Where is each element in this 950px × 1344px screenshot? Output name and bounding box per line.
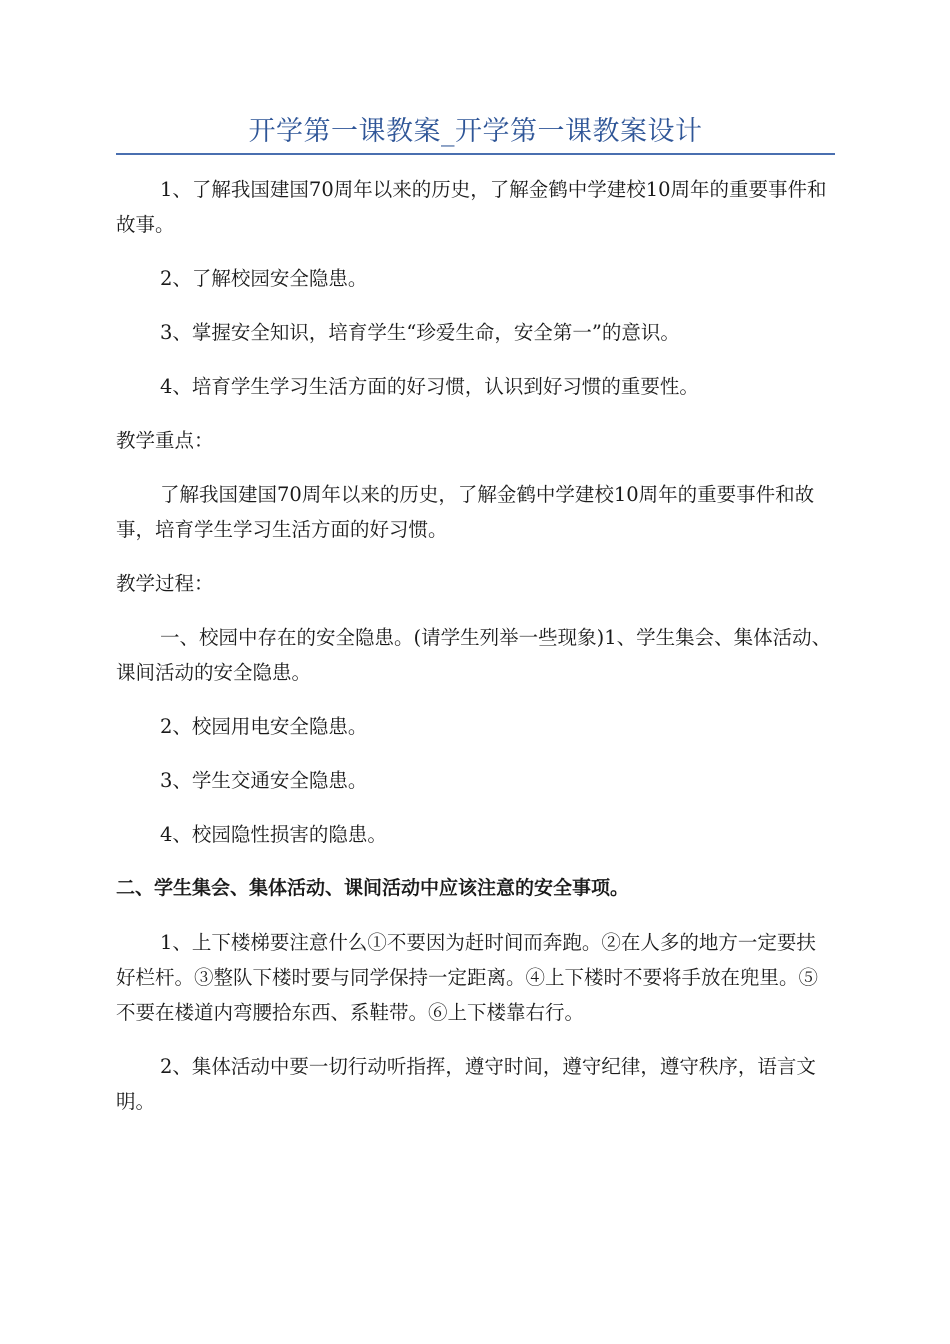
focus-heading: 教学重点：	[116, 429, 214, 452]
goal-item-2: 2、了解校园安全隐患。	[160, 267, 368, 290]
process-heading: 教学过程：	[116, 572, 214, 595]
process-item-2: 2、校园用电安全隐患。	[160, 715, 368, 738]
goal-item-3: 3、掌握安全知识，培育学生“珍爱生命，安全第一”的意识。	[160, 321, 680, 344]
section2-item-2: 2、集体活动中要一切行动听指挥，遵守时间，遵守纪律，遵守秩序，语言文明。	[116, 1055, 816, 1113]
document-body	[116, 172, 832, 1138]
process-item-1: 一、校园中存在的安全隐患。(请学生列举一些现象)1、学生集会、集体活动、课间活动的安全隐患。	[116, 626, 832, 684]
title-underline	[116, 153, 835, 155]
document-title: 开学第一课教案_开学第一课教案设计	[248, 116, 703, 147]
process-item-3: 3、学生交通安全隐患。	[160, 769, 368, 792]
section2-heading: 二、学生集会、集体活动、课间活动中应该注意的安全事项。	[116, 877, 630, 899]
goal-item-1: 1、了解我国建国70周年以来的历史，了解金鹤中学建校10周年的重要事件和故事。	[116, 178, 827, 236]
focus-text: 了解我国建国70周年以来的历史，了解金鹤中学建校10周年的重要事件和故事，培育学生学习生活方面的好习惯。	[116, 483, 815, 541]
process-item-4: 4、校园隐性损害的隐患。	[160, 823, 387, 846]
section2-item-1: 1、上下楼梯要注意什么①不要因为赶时间而奔跑。②在人多的地方一定要扶好栏杆。③整队下楼时要与同学保持一定距离。④上下楼时不要将手放在兜里。⑤不要在楼道内弯腰拾东西、系鞋带。⑥上下楼靠右行。	[116, 931, 819, 1024]
goal-item-4: 4、培育学生学习生活方面的好习惯，认识到好习惯的重要性。	[160, 375, 699, 398]
